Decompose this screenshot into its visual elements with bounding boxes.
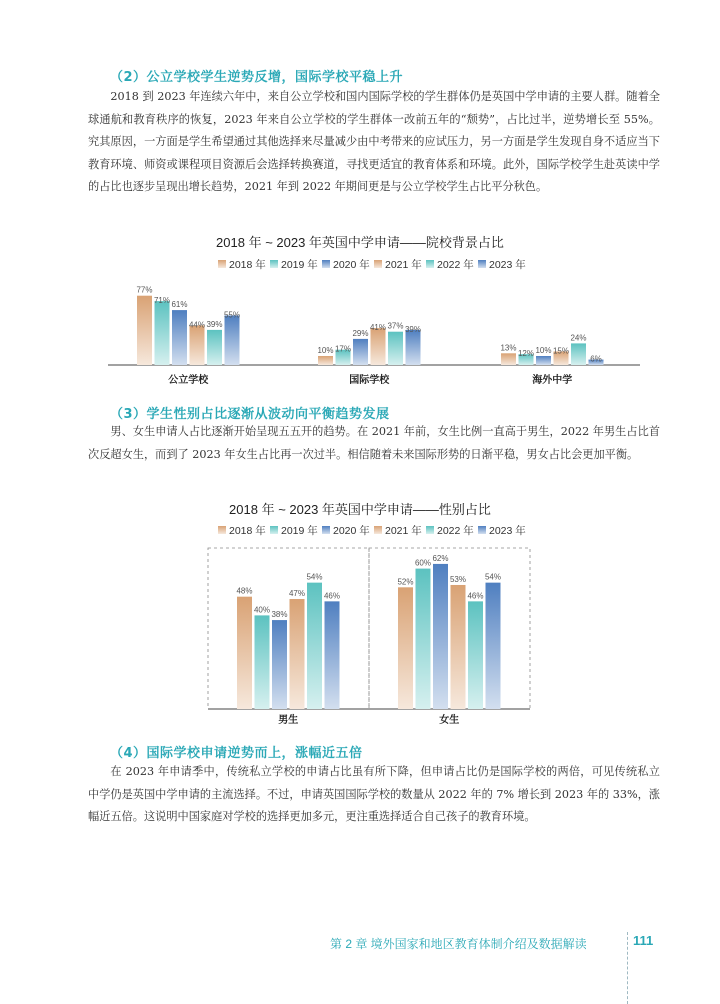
data-label: 77% (136, 285, 153, 295)
data-label: 39% (404, 324, 422, 334)
legend-label: 2019 年 (281, 259, 318, 271)
data-label: 12% (517, 349, 535, 359)
chapter-footer: 第 2 章 境外国家和地区教育体制介绍及数据解读 (330, 937, 587, 951)
legend-label: 2020 年 (333, 259, 370, 271)
bar (325, 601, 340, 709)
group-frame (369, 548, 530, 709)
data-label: 46% (467, 591, 484, 601)
legend-swatch (374, 526, 382, 534)
section-3-paragraph: 男、女生申请人占比逐渐开始呈现五五开的趋势。在 2021 年前，女生比例一直高于男生，2022 年男生占比首次反超女生，而到了 2023 年女生占比再一次过半。相信随着未来国际形势的日渐平稳，男女占比会更加平衡。 (88, 425, 660, 461)
data-label: 47% (288, 589, 306, 599)
bar (272, 620, 287, 709)
data-label: 46% (323, 591, 341, 601)
data-label: 44% (188, 320, 206, 330)
data-label: 13% (500, 343, 517, 353)
bar (237, 597, 252, 709)
group-frame (208, 548, 369, 709)
category-label: 女生 (439, 715, 460, 726)
section-2-title: （2）公立学校学生逆势反增，国际学校平稳上升 (110, 70, 404, 85)
category-label: 男生 (278, 715, 299, 726)
chart-title: 2018 年 ~ 2023 年英国中学申请——性别占比 (229, 502, 491, 517)
legend-label: 2022 年 (437, 259, 474, 271)
data-label: 15% (552, 346, 570, 356)
data-label: 60% (414, 558, 432, 568)
data-label: 29% (352, 328, 369, 338)
data-label: 39% (206, 319, 223, 329)
data-label: 24% (570, 333, 587, 343)
data-label: 53% (449, 574, 467, 584)
data-label: 17% (334, 344, 352, 354)
data-label: 6% (590, 354, 602, 364)
bar (416, 569, 431, 709)
category-label: 国际学校 (349, 375, 390, 386)
bar (433, 564, 448, 709)
bar (290, 599, 305, 709)
bar (486, 583, 501, 709)
legend-label: 2022 年 (437, 525, 474, 537)
section-2-paragraph: 2018 到 2023 年连续六年中，来自公立学校和国内国际学校的学生群体仍是英国中学申请的主要人群。随着全球通航和教育秩序的恢复，2023 年来自公立学校的学生群体一改前五年的“颓势”，占比过半，逆势增长至 55%。究其原因，一方面是学生希望通过其他选择来尽量减少由中考带来的应试压力，另一方面是学生发现自身不适应当下教育环境、师资或课程项目资源后会选择转换赛道，寻找更适宜的教育体系和环境。此外，国际学校学生赴英读中学的占比也逐步呈现出增长趋势，2021 年到 2022 年期间更是与公立学校学生占比平分秋色。 (88, 90, 660, 193)
category-label: 公立学校 (168, 375, 209, 386)
legend-swatch (478, 526, 486, 534)
bar (451, 585, 466, 709)
chart-title: 2018 年 ~ 2023 年英国中学申请——院校背景占比 (216, 235, 504, 250)
legend-label: 2021 年 (385, 259, 422, 271)
legend-label: 2023 年 (489, 259, 526, 271)
bar (307, 583, 322, 709)
legend-label: 2019 年 (281, 525, 318, 537)
legend-label: 2018 年 (229, 259, 266, 271)
legend-label: 2023 年 (489, 525, 526, 537)
category-label: 海外中学 (532, 375, 573, 386)
data-label: 62% (432, 553, 449, 563)
data-label: 61% (171, 300, 188, 310)
data-label: 38% (271, 610, 288, 620)
data-label: 10% (317, 346, 334, 355)
bar (255, 615, 270, 709)
data-label: 55% (223, 310, 241, 320)
data-label: 54% (306, 572, 323, 582)
section-4-title: （4）国际学校申请逆势而上，涨幅近五倍 (110, 746, 363, 761)
data-label: 48% (236, 586, 253, 596)
legend-swatch (426, 526, 434, 534)
data-label: 10% (535, 346, 552, 355)
legend-swatch (270, 526, 278, 534)
legend-label: 2021 年 (385, 525, 422, 537)
section-4-paragraph: 在 2023 年申请季中，传统私立学校的申请占比虽有所下降，但申请占比仍是国际学校的两倍，可见传统私立中学仍是英国中学申请的主流选择。不过，申请英国国际学校的数量从 2022 年的 7% 增长到 2023 年的 33%，涨幅近五倍。这说明中国家庭对学校的选择更加多元，更注重选择适合自己孩子的教育环境。 (88, 765, 660, 823)
data-label: 52% (397, 577, 414, 587)
bar (398, 587, 413, 709)
legend-label: 2018 年 (229, 525, 266, 537)
data-label: 37% (387, 321, 404, 331)
data-label: 40% (253, 605, 271, 615)
data-label: 71% (153, 296, 171, 306)
bar (468, 601, 483, 709)
legend-swatch (218, 526, 226, 534)
legend-swatch (322, 526, 330, 534)
section-3-title: （3）学生性别占比逐渐从波动向平衡趋势发展 (110, 407, 390, 422)
footer-divider (627, 932, 628, 1004)
data-label: 41% (369, 323, 387, 333)
legend-label: 2020 年 (333, 525, 370, 537)
page-number: 111 (633, 933, 654, 948)
data-label: 54% (484, 572, 502, 582)
